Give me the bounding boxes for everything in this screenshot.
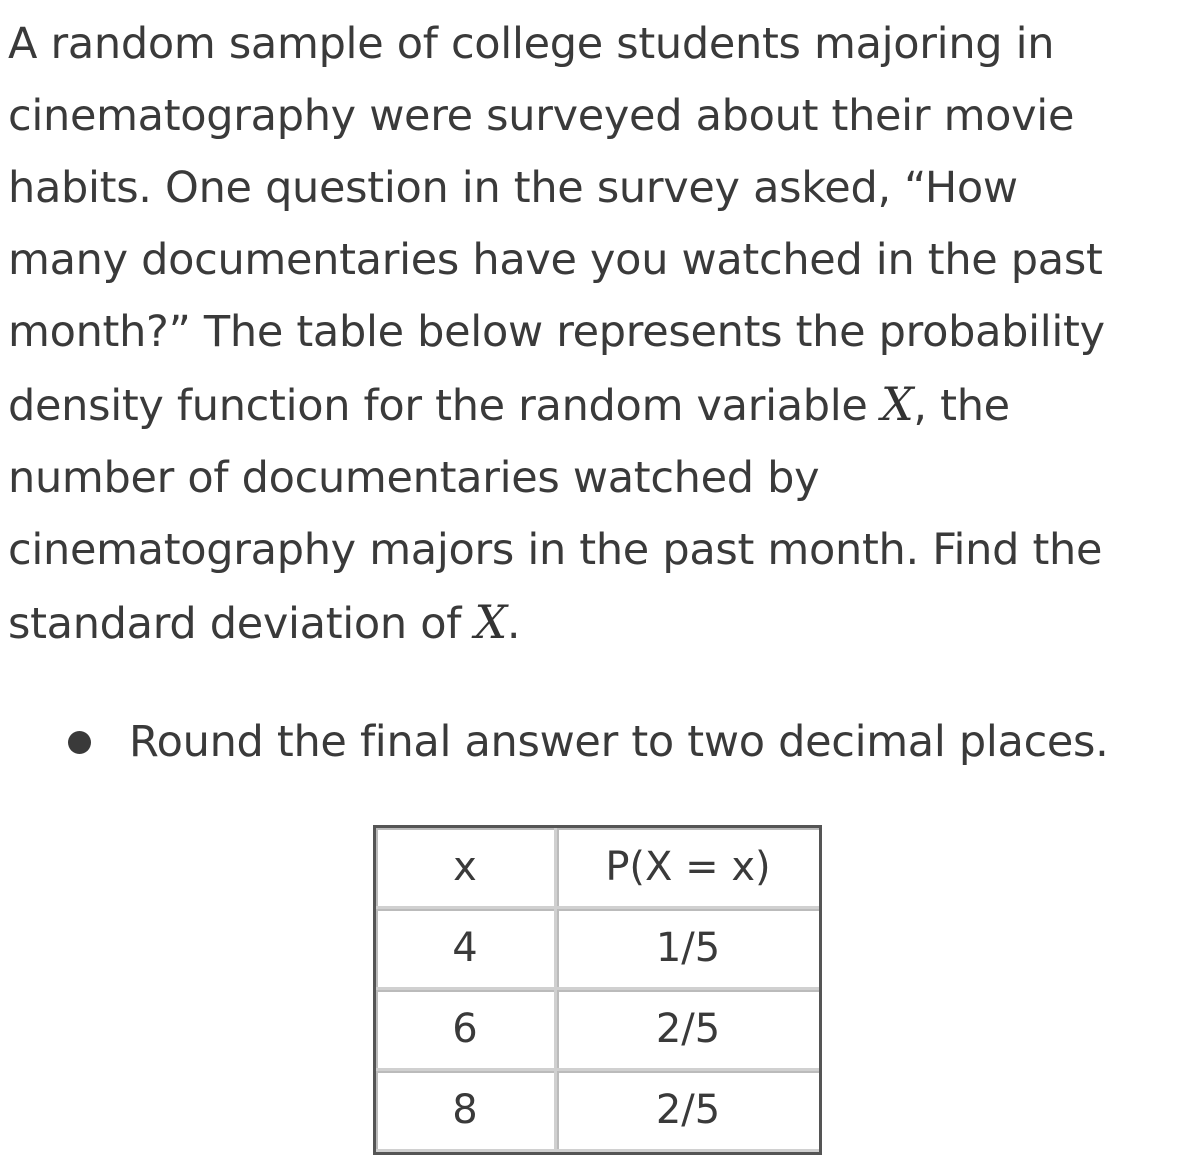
table-cell-probability: 2/5	[557, 990, 819, 1071]
problem-line-9-start: standard deviation of	[8, 599, 475, 649]
problem-line-8: cinematography majors in the past month. Find the	[8, 525, 1103, 575]
column-header-x: x	[376, 828, 557, 909]
math-variable-x: X	[474, 595, 507, 649]
problem-line-6-start: density function for the random variable	[8, 381, 881, 431]
problem-line-7: number of documentaries watched by	[8, 453, 820, 503]
math-variable-x: X	[880, 377, 914, 431]
table-row	[376, 909, 819, 990]
problem-line-2: cinematography were surveyed about their movie	[8, 91, 1075, 141]
probability-table	[373, 825, 822, 1155]
table-row	[376, 1071, 819, 1152]
column-header-probability: P(X = x)	[557, 828, 819, 909]
table-cell-probability: 2/5	[557, 1071, 819, 1152]
problem-text	[8, 8, 1188, 660]
table-header-row	[376, 828, 819, 909]
problem-line-6	[8, 368, 1188, 442]
problem-line-9-end: .	[506, 599, 521, 649]
table-cell-probability: 1/5	[557, 909, 819, 990]
table-cell-x: 8	[376, 1071, 557, 1152]
problem-line-9	[8, 586, 1188, 660]
table-cell-x: 6	[376, 990, 557, 1071]
instruction-list-item	[68, 712, 1109, 772]
problem-line-5: month?” The table below represents the probability	[8, 307, 1105, 357]
instruction-text: Round the final answer to two decimal places.	[129, 717, 1109, 767]
problem-line-4: many documentaries have you watched in the past	[8, 235, 1103, 285]
bullet-icon	[68, 731, 91, 754]
table-row	[376, 990, 819, 1071]
problem-line-3: habits. One question in the survey asked, “How	[8, 163, 1018, 213]
problem-line-6-end: , the	[913, 381, 1010, 431]
table-cell-x: 4	[376, 909, 557, 990]
problem-line-1: A random sample of college students majoring in	[8, 19, 1055, 69]
